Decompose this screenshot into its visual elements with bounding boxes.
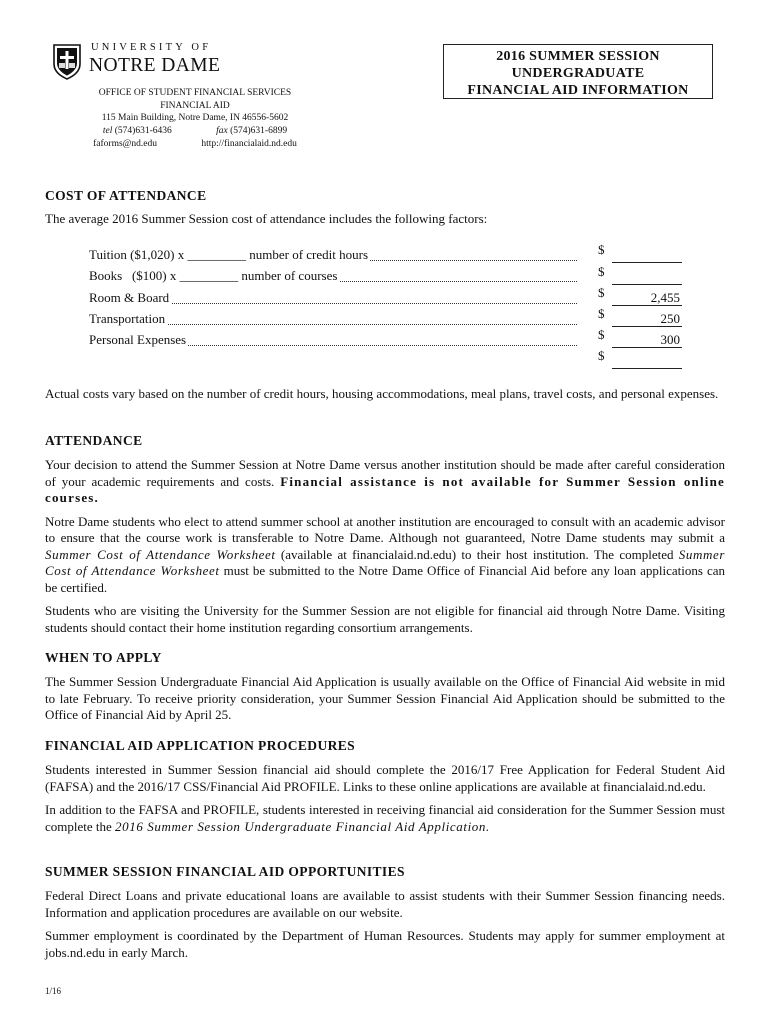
cost-note-text: Actual costs vary based on the number of credit hours, housing accommodations, meal plans, travel costs, and personal expenses. — [45, 386, 719, 401]
website-link[interactable]: http://financialaid.nd.edu — [201, 139, 297, 149]
cost-heading: COST OF ATTENDANCE — [45, 188, 207, 203]
page-number: 1/16 — [45, 986, 62, 996]
cost-line-books — [89, 268, 577, 285]
cost-line-tuition — [89, 247, 577, 264]
fax-number: (574)631-6899 — [230, 126, 288, 136]
attendance-p2-worksheet-1: Summer Cost of Attendance Worksheet — [45, 546, 276, 562]
attendance-p2-worksheet-2: Summer Cost of Attendance Worksheet — [45, 546, 726, 578]
office-line2: FINANCIAL AID — [160, 100, 230, 111]
currency-symbol: $ — [598, 327, 605, 342]
amount-transportation: 250 — [612, 311, 682, 327]
office-line1: OFFICE OF STUDENT FINANCIAL SERVICES — [98, 88, 292, 98]
cost-line-room-board — [89, 290, 577, 307]
currency-symbol: $ — [598, 264, 605, 279]
attendance-p2-a: Notre Dame students who elect to attend summer school at another institution are encouraged to consult with an academic advisor to ensure that the course work is transferable to Notre Dame. Although not guaranteed, Notre Dame students may submit a — [45, 513, 725, 545]
contact-block — [45, 112, 345, 151]
currency-symbol: $ — [598, 306, 605, 321]
cost-intro: The average 2016 Summer Session cost of attendance includes the following factors: — [45, 211, 488, 226]
procedures-heading: FINANCIAL AID APPLICATION PROCEDURES — [45, 738, 356, 753]
cost-line-label: Transportation — [89, 311, 166, 326]
cost-line-label: Room & Board — [89, 290, 170, 305]
procedures-paragraph-1: Students interested in Summer Session financial aid should complete the 2016/17 Free Application for Federal Student Aid (FAFSA) and the 2016/17 CSS/Financial Aid PROFILE. Links to these online applications are available at financialaid.nd.edu. — [45, 762, 725, 794]
opportunities-paragraph-1: Federal Direct Loans and private educational loans are available to assist students with their Summer Session financing needs. Information and application procedures are available on our website. — [45, 888, 725, 920]
when-paragraph: The Summer Session Undergraduate Financial Aid Application is usually available on the Office of Financial Aid website in mid to late February. To receive priority consideration, your Summer Session Financial Aid Application should be submitted to the Office of Financial Aid by April 25. — [45, 674, 725, 722]
procedures-paragraph-2 — [45, 802, 725, 835]
cost-note — [45, 386, 725, 403]
attendance-p1-text: Your decision to attend the Summer Session at Notre Dame versus another institution should be made after careful consideration of your academic requirements and costs. — [45, 457, 725, 489]
currency-symbol: $ — [598, 285, 605, 300]
cost-line-label: Tuition ($1,020) x _________ number of credit hours — [89, 247, 368, 262]
cost-line-label: Books ($100) x _________ number of courses — [89, 268, 338, 283]
when-section — [45, 674, 725, 724]
tel-number: (574)631-6436 — [114, 126, 172, 136]
currency-symbol: $ — [598, 242, 605, 257]
attendance-p1-bold: Financial assistance is not available for Summer Session online courses. — [45, 473, 725, 505]
attendance-p2-c: must be submitted to the Notre Dame Office of Financial Aid before any loan applications can be certified. — [45, 563, 725, 595]
tel-label: tel — [102, 126, 113, 136]
email-link[interactable]: faforms@nd.edu — [93, 139, 157, 149]
amount-field-tuition[interactable] — [612, 247, 682, 263]
opportunities-section — [45, 888, 725, 961]
opportunities-paragraph-2: Summer employment is coordinated by the Department of Human Resources. Students may apply for summer employment at jobs.nd.edu in early March. — [45, 928, 725, 960]
procedures-p2-application: 2016 Summer Session Undergraduate Financial Aid Application. — [115, 818, 490, 834]
notre-dame-shield-logo — [53, 44, 81, 80]
opportunities-heading: SUMMER SESSION FINANCIAL AID OPPORTUNITIES — [45, 864, 405, 879]
procedures-p2-a: In addition to the FAFSA and PROFILE, students interested in receiving financial aid consideration for the Summer Session must complete the — [45, 802, 725, 834]
title-line3: FINANCIAL AID INFORMATION — [467, 83, 689, 98]
title-line2: UNDERGRADUATE — [511, 66, 645, 81]
attendance-section — [45, 457, 725, 636]
email-web-row — [45, 138, 345, 151]
amount-field-books[interactable] — [612, 269, 682, 285]
procedures-section — [45, 762, 725, 835]
document-title-box — [443, 44, 713, 99]
address: 115 Main Building, Notre Dame, IN 46556-5602 — [101, 113, 289, 123]
amount-personal: 300 — [612, 332, 682, 348]
attendance-p2-b: (available at financialaid.nd.edu) to their host institution. The completed — [280, 546, 674, 562]
cost-line-transportation — [89, 311, 577, 328]
title-line1: 2016 SUMMER SESSION — [496, 49, 660, 64]
currency-symbol-total: $ — [598, 348, 605, 363]
amount-field-total[interactable] — [612, 353, 682, 369]
when-heading: WHEN TO APPLY — [45, 650, 162, 665]
university-of-label: UNIVERSITY OF — [91, 42, 212, 53]
office-name — [45, 87, 345, 112]
notre-dame-wordmark: NOTRE DAME — [89, 55, 221, 76]
cost-line-label: Personal Expenses — [89, 332, 187, 347]
amount-room-board: 2,455 — [612, 290, 682, 306]
attendance-paragraph-2 — [45, 514, 725, 597]
fax-label: fax — [216, 126, 228, 136]
attendance-paragraph-1 — [45, 457, 725, 507]
attendance-heading: ATTENDANCE — [45, 433, 143, 448]
phone-fax-row — [45, 125, 345, 138]
attendance-paragraph-3: Students who are visiting the University for the Summer Session are not eligible for financial aid through Notre Dame. Visiting students should contact their home institution regarding consortium arrangements. — [45, 603, 725, 635]
cost-line-personal — [89, 332, 577, 349]
